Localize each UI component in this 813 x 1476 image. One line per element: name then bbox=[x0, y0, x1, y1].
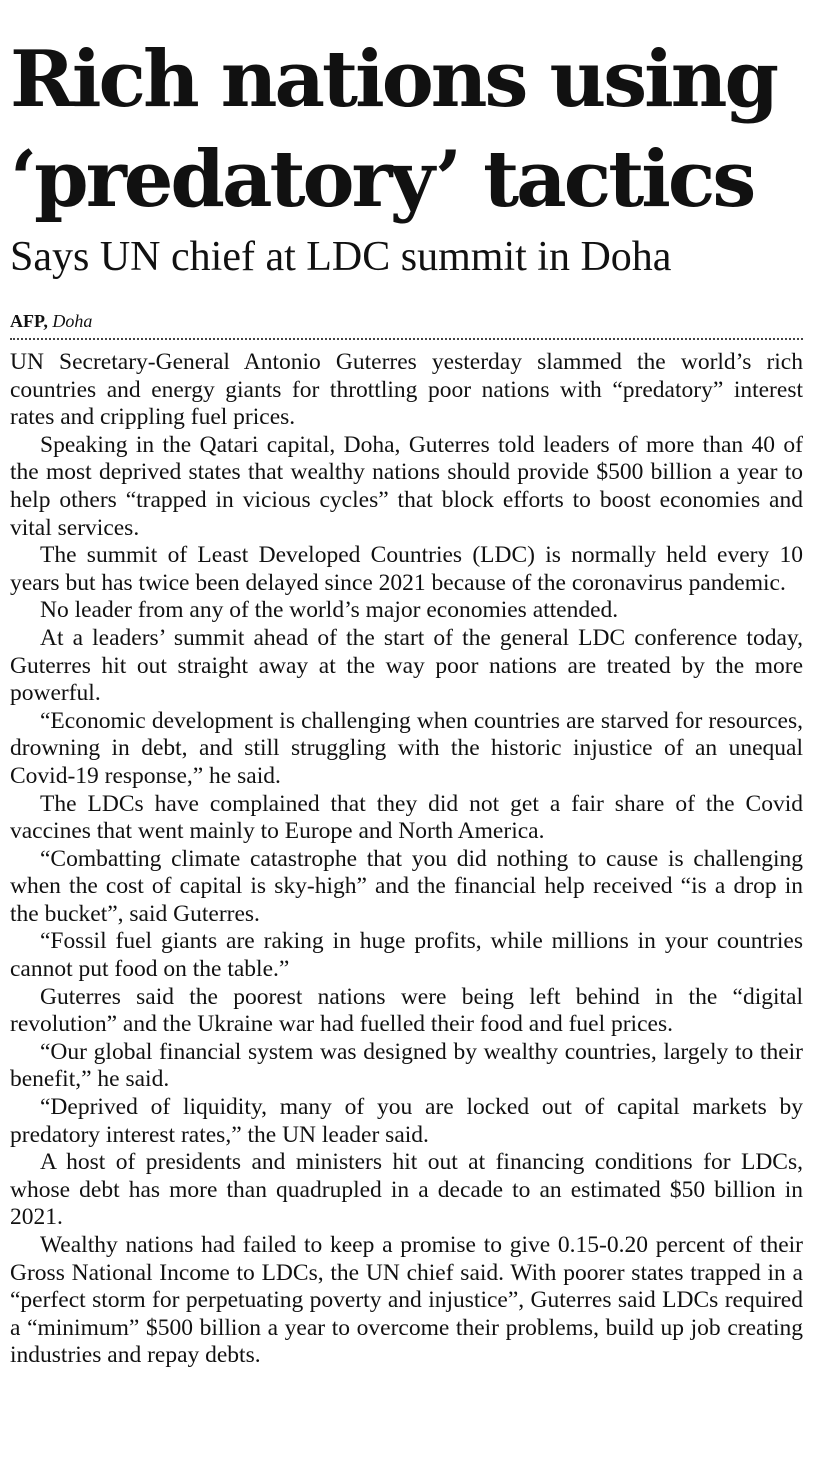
byline bbox=[10, 310, 803, 332]
paragraph: Wealthy nations had failed to keep a promise to give 0.15-0.20 percent of their Gross National Income to LDCs, the UN chief said. With poorer states trapped in a “perfect storm for perpetuating poverty and injustice”, Guterres said LDCs required a “minimum” $500 billion a year to overcome their problems, build up job creating industries and repay debts. bbox=[10, 1232, 803, 1369]
paragraph: Speaking in the Qatari capital, Doha, Guterres told leaders of more than 40 of the most deprived states that wealthy nations should provide $500 billion a year to help others “trapped in vicious cycles” that block efforts to boost economies and vital services. bbox=[10, 431, 803, 541]
paragraph: Guterres said the poorest nations were being left behind in the “digital revolution” and the Ukraine war had fuelled their food and fuel prices. bbox=[10, 983, 803, 1038]
headline-line-1: Rich nations using bbox=[10, 34, 777, 125]
subheadline: Says UN chief at LDC summit in Doha bbox=[10, 234, 672, 280]
news-article bbox=[10, 0, 803, 1370]
headline bbox=[10, 0, 803, 230]
byline-agency: AFP, bbox=[10, 311, 48, 331]
paragraph: UN Secretary-General Antonio Guterres yesterday slammed the world’s rich countries and energy giants for throttling poor nations with “predatory” interest rates and crippling fuel prices. bbox=[10, 349, 803, 431]
headline-line-2: ‘predatory’ tactics bbox=[10, 134, 754, 225]
dotted-divider bbox=[10, 338, 803, 340]
paragraph: A host of presidents and ministers hit out at financing conditions for LDCs, whose debt has more than quadrupled in a decade to an estimated $50 billion in 2021. bbox=[10, 1149, 803, 1231]
byline-dateline: Doha bbox=[52, 311, 93, 331]
paragraph: “Economic development is challenging when countries are starved for resources, drowning in debt, and still struggling with the historic injustice of an unequal Covid-19 response,” he said. bbox=[10, 707, 803, 789]
paragraph: At a leaders’ summit ahead of the start of the general LDC conference today, Guterres hit out straight away at the way poor nations are treated by the more powerful. bbox=[10, 624, 803, 707]
paragraph: “Combatting climate catastrophe that you did nothing to cause is challenging when the cost of capital is sky-high” and the financial help received “is a drop in the bucket”, said Guterres. bbox=[10, 845, 803, 927]
paragraph: “Fossil fuel giants are raking in huge profits, while millions in your countries cannot put food on the table.” bbox=[10, 928, 803, 983]
paragraph: No leader from any of the world’s major economies attended. bbox=[40, 597, 619, 624]
paragraph: “Our global financial system was designed by wealthy countries, largely to their benefit,” he said. bbox=[10, 1038, 803, 1093]
paragraph: “Deprived of liquidity, many of you are locked out of capital markets by predatory interest rates,” the UN leader said. bbox=[10, 1094, 803, 1148]
paragraph: The summit of Least Developed Countries (LDC) is normally held every 10 years but has twice been delayed since 2021 because of the coronavirus pandemic. bbox=[10, 542, 803, 596]
paragraph: The LDCs have complained that they did not get a fair share of the Covid vaccines that went mainly to Europe and North America. bbox=[10, 790, 803, 845]
article-body bbox=[10, 349, 803, 1370]
